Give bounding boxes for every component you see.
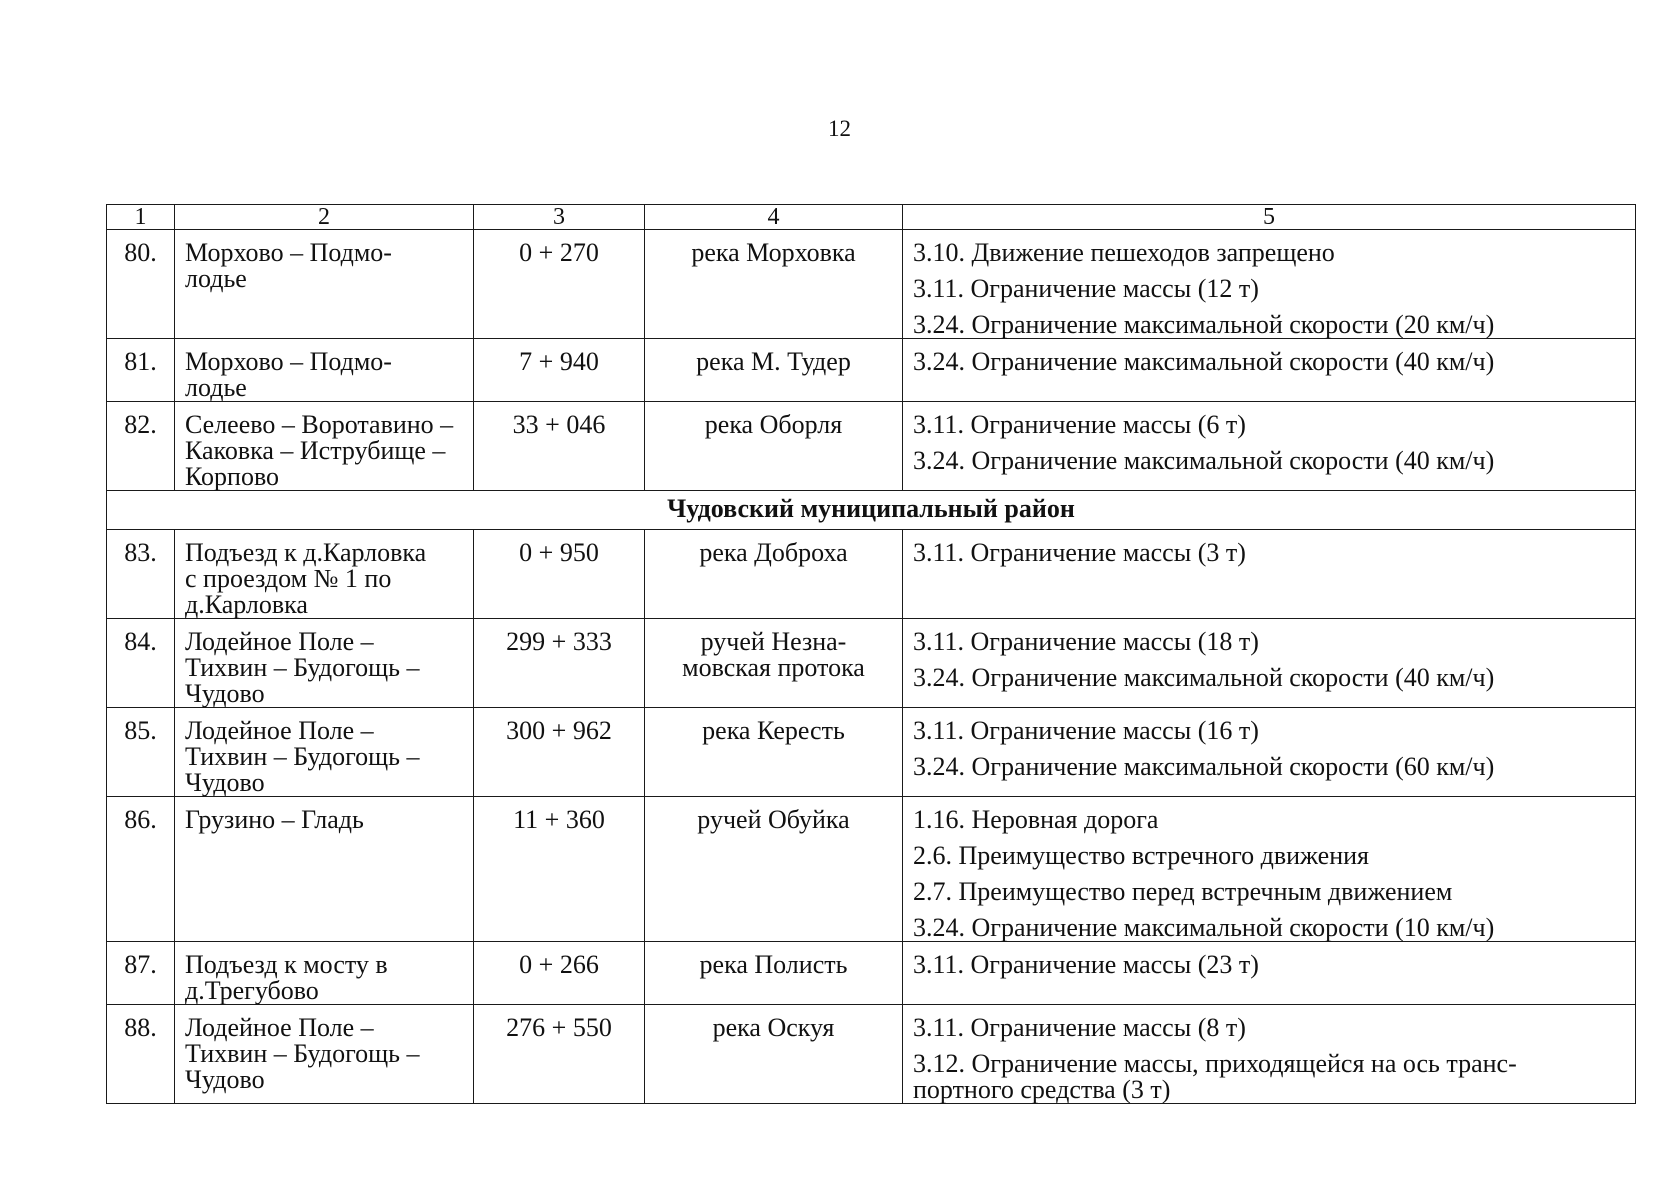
road-sign-item: 3.24. Ограничение максимальной скорости (60 км/ч) [913, 752, 1495, 781]
section-row [107, 491, 1636, 530]
road-sign-item: 3.12. Ограничение массы, приходящейся на ось транс- портного средства (3 т) [913, 1049, 1517, 1104]
table-row [107, 530, 1636, 619]
road-name-line: лодье [185, 373, 247, 402]
row-number: 86. [107, 797, 175, 942]
water-object-cell [645, 708, 903, 797]
table-row [107, 339, 1636, 402]
bridges-table [106, 204, 1636, 1104]
road-name-line: д.Трегубово [185, 976, 319, 1005]
table-row [107, 402, 1636, 491]
road-name-cell [175, 230, 474, 339]
km-location: 0 + 270 [474, 230, 645, 339]
road-signs-cell [903, 942, 1636, 1005]
road-signs-cell [903, 339, 1636, 402]
table-row [107, 708, 1636, 797]
km-location: 11 + 360 [474, 797, 645, 942]
road-name-line: Селеево – Воротавино – [185, 410, 454, 439]
road-name-line: Чудово [185, 679, 265, 708]
water-object-cell [645, 1005, 903, 1104]
road-name-cell [175, 530, 474, 619]
road-signs-cell [903, 619, 1636, 708]
water-object-line: мовская протока [682, 653, 865, 682]
road-name-cell [175, 797, 474, 942]
water-object-line: ручей Незна- [700, 627, 847, 656]
water-object-cell [645, 942, 903, 1005]
road-name-line: Тихвин – Будогощь – [185, 1039, 420, 1068]
road-name-line: Морхово – Подмо- [185, 347, 392, 376]
row-number: 85. [107, 708, 175, 797]
water-object-line: река Полисть [699, 950, 848, 979]
row-number: 82. [107, 402, 175, 491]
road-sign-item: 3.11. Ограничение массы (16 т) [913, 716, 1259, 745]
road-name-line: Морхово – Подмо- [185, 238, 392, 267]
column-header: 1 [107, 205, 175, 230]
road-name-cell [175, 1005, 474, 1104]
row-number: 81. [107, 339, 175, 402]
column-header: 4 [645, 205, 903, 230]
road-sign-item: 3.11. Ограничение массы (3 т) [913, 538, 1246, 567]
road-name-line: Подъезд к мосту в [185, 950, 388, 979]
table-row [107, 1005, 1636, 1104]
road-signs-cell [903, 530, 1636, 619]
road-name-cell [175, 402, 474, 491]
road-signs-cell [903, 230, 1636, 339]
water-object-line: река Доброха [699, 538, 848, 567]
water-object-cell [645, 402, 903, 491]
km-location: 276 + 550 [474, 1005, 645, 1104]
road-name-cell [175, 708, 474, 797]
water-object-cell [645, 797, 903, 942]
row-number: 84. [107, 619, 175, 708]
road-name-cell [175, 619, 474, 708]
road-name-line: Чудово [185, 768, 265, 797]
column-header: 3 [474, 205, 645, 230]
road-name-line: Каковка – Иструбище – [185, 436, 446, 465]
road-signs-cell [903, 797, 1636, 942]
water-object-cell [645, 530, 903, 619]
road-name-line: Тихвин – Будогощь – [185, 742, 420, 771]
km-location: 0 + 266 [474, 942, 645, 1005]
road-name-line: Лодейное Поле – [185, 627, 374, 656]
row-number: 88. [107, 1005, 175, 1104]
page-number: 12 [828, 116, 851, 141]
table-body [107, 230, 1636, 1104]
km-location: 300 + 962 [474, 708, 645, 797]
column-header: 5 [903, 205, 1636, 230]
row-number: 87. [107, 942, 175, 1005]
road-signs-cell [903, 402, 1636, 491]
table-row [107, 230, 1636, 339]
section-title: Чудовский муниципальный район [107, 491, 1636, 530]
road-name-line: Грузино – Гладь [185, 805, 364, 834]
road-sign-item: 3.11. Ограничение массы (8 т) [913, 1013, 1246, 1042]
km-location: 0 + 950 [474, 530, 645, 619]
road-name-line: Тихвин – Будогощь – [185, 653, 420, 682]
road-name-line: Подъезд к д.Карловка [185, 538, 427, 567]
header-row [107, 205, 1636, 230]
road-name-line: с проездом № 1 по [185, 564, 392, 593]
road-sign-item: 2.7. Преимущество перед встречным движением [913, 877, 1453, 906]
km-location: 33 + 046 [474, 402, 645, 491]
water-object-line: река Морховка [691, 238, 856, 267]
road-sign-item: 3.24. Ограничение максимальной скорости (10 км/ч) [913, 913, 1495, 942]
road-sign-item: 3.11. Ограничение массы (18 т) [913, 627, 1259, 656]
road-sign-item: 2.6. Преимущество встречного движения [913, 841, 1370, 870]
water-object-cell [645, 339, 903, 402]
road-sign-item: 3.24. Ограничение максимальной скорости (20 км/ч) [913, 310, 1495, 339]
road-name-cell [175, 942, 474, 1005]
km-location: 7 + 940 [474, 339, 645, 402]
road-name-line: Лодейное Поле – [185, 1013, 374, 1042]
row-number: 83. [107, 530, 175, 619]
road-sign-item: 3.24. Ограничение максимальной скорости (40 км/ч) [913, 347, 1495, 376]
water-object-line: река М. Тудер [696, 347, 851, 376]
road-name-line: д.Карловка [185, 590, 308, 619]
road-sign-item: 3.11. Ограничение массы (6 т) [913, 410, 1246, 439]
table-row [107, 619, 1636, 708]
road-sign-item: 3.11. Ограничение массы (23 т) [913, 950, 1259, 979]
road-sign-item: 1.16. Неровная дорога [913, 805, 1159, 834]
road-signs-cell [903, 1005, 1636, 1104]
water-object-line: река Кересть [702, 716, 845, 745]
road-name-line: Чудово [185, 1065, 265, 1094]
road-sign-item: 3.24. Ограничение максимальной скорости (40 км/ч) [913, 663, 1495, 692]
water-object-line: река Оборля [704, 410, 843, 439]
km-location: 299 + 333 [474, 619, 645, 708]
road-name-line: Лодейное Поле – [185, 716, 374, 745]
water-object-line: река Оскуя [712, 1013, 835, 1042]
road-sign-item: 3.11. Ограничение массы (12 т) [913, 274, 1259, 303]
table-row [107, 942, 1636, 1005]
road-name-line: лодье [185, 264, 247, 293]
water-object-cell [645, 619, 903, 708]
column-header: 2 [175, 205, 474, 230]
row-number: 80. [107, 230, 175, 339]
road-sign-item: 3.24. Ограничение максимальной скорости (40 км/ч) [913, 446, 1495, 475]
road-name-cell [175, 339, 474, 402]
water-object-cell [645, 230, 903, 339]
road-sign-item: 3.10. Движение пешеходов запрещено [913, 238, 1335, 267]
table-row [107, 797, 1636, 942]
water-object-line: ручей Обуйка [697, 805, 850, 834]
road-signs-cell [903, 708, 1636, 797]
road-name-line: Корпово [185, 462, 280, 491]
